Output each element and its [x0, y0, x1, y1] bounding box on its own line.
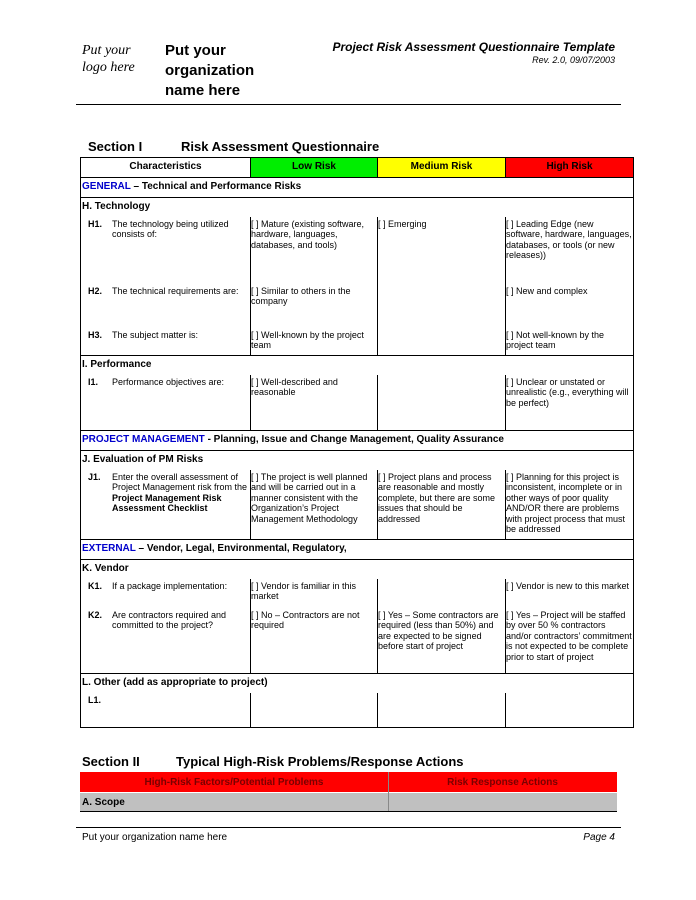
- section1-label: Section I: [88, 139, 143, 154]
- medium-risk-option: [378, 375, 505, 377]
- subsection-row: [81, 451, 634, 470]
- low-risk-option[interactable]: [ ] Mature (existing software, hardware, languages, databases, and tools): [251, 218, 365, 250]
- question-row: [81, 375, 634, 431]
- subsection-row: [81, 198, 634, 217]
- category-keyword: PROJECT MANAGEMENT: [82, 434, 205, 446]
- subsection-title: J. Evaluation of PM Risks: [81, 451, 634, 470]
- question-row: [81, 328, 634, 356]
- section1-title: Risk Assessment Questionnaire: [181, 139, 380, 154]
- organization-name: Put your organization name here: [165, 42, 255, 99]
- footer-divider: [76, 827, 621, 828]
- header-divider: [76, 104, 621, 105]
- subsection-title: H. Technology: [81, 198, 634, 217]
- section2-title: Typical High-Risk Problems/Response Actions: [176, 754, 464, 769]
- risk-assessment-table: [80, 157, 634, 728]
- category-row-external: [81, 540, 634, 560]
- medium-risk-option: [378, 328, 505, 330]
- question-text: The technology being utilized consists of:: [112, 218, 229, 239]
- high-risk-option[interactable]: [ ] Yes – Project will be staffed by over 50 % contractors and/or contractors’ commitment is not expected to be complete prior to start of project: [506, 609, 632, 662]
- high-risk-option[interactable]: [ ] Unclear or unstated or unrealistic (e.g., everything will be perfect): [506, 376, 629, 408]
- low-risk-option[interactable]: [ ] No – Contractors are not required: [251, 609, 360, 630]
- category-description: – Technical and Performance Risks: [130, 181, 302, 193]
- document-title: Project Risk Assessment Questionnaire Template: [332, 40, 615, 54]
- subsection-title: K. Vendor: [81, 560, 634, 579]
- section2-label: Section II: [82, 754, 140, 769]
- subsection-row: [81, 356, 634, 375]
- high-risk-option[interactable]: [ ] New and complex: [506, 285, 588, 296]
- low-risk-option[interactable]: [ ] Well-described and reasonable: [251, 376, 338, 397]
- question-id: L1.: [88, 694, 102, 705]
- question-text: Enter the overall assessment of Project Management risk from the: [112, 471, 248, 492]
- category-row-general: [81, 178, 634, 198]
- subsection-row: [81, 674, 634, 693]
- response-actions-table: [80, 772, 617, 812]
- medium-risk-option[interactable]: [ ] Project plans and process are reasonable and mostly complete, but there are some issues that should be addressed: [378, 471, 496, 524]
- medium-risk-option: [378, 284, 505, 286]
- column-divider: [388, 772, 389, 812]
- question-text: If a package implementation:: [112, 580, 228, 591]
- question-text: The subject matter is:: [112, 329, 199, 340]
- question-id: H1.: [88, 218, 103, 229]
- page-number: Page 4: [583, 832, 615, 843]
- low-risk-option[interactable]: [ ] Well-known by the project team: [251, 329, 364, 350]
- question-text-bold: Project Management Risk Assessment Checklist: [112, 492, 222, 513]
- question-id: K2.: [88, 609, 103, 620]
- category-description: - Planning, Issue and Change Management, Quality Assurance: [204, 434, 504, 446]
- logo-placeholder: Put your logo here: [82, 43, 135, 75]
- table-bottom-rule: [80, 811, 617, 812]
- question-id: H3.: [88, 329, 103, 340]
- question-row: [81, 608, 634, 674]
- question-id: K1.: [88, 580, 103, 591]
- question-id: H2.: [88, 285, 103, 296]
- question-row: [81, 693, 634, 728]
- col-low-risk: Low Risk: [251, 158, 378, 178]
- medium-risk-option[interactable]: [ ] Yes – Some contractors are required (less than 50%) and are expected to be signed before start of project: [378, 609, 499, 651]
- row-label-scope: A. Scope: [82, 797, 125, 808]
- col-characteristics: Characteristics: [81, 158, 251, 178]
- col-response-actions: Risk Response Actions: [447, 776, 558, 788]
- question-row: [81, 284, 634, 328]
- col-medium-risk: Medium Risk: [378, 158, 506, 178]
- question-id: J1.: [88, 471, 101, 482]
- category-description: – Vendor, Legal, Environmental, Regulatory,: [135, 543, 347, 555]
- category-row-project-management: [81, 431, 634, 451]
- footer-organization: Put your organization name here: [82, 832, 228, 843]
- high-risk-option[interactable]: [ ] Planning for this project is inconsistent, incomplete or in other ways of poor quality AND/OR there are problems with project process that must be addressed: [506, 471, 626, 534]
- question-text: Performance objectives are:: [112, 376, 225, 387]
- low-risk-option[interactable]: [ ] Similar to others in the company: [251, 285, 351, 306]
- low-risk-option[interactable]: [ ] Vendor is familiar in this market: [251, 580, 357, 601]
- category-keyword: GENERAL: [82, 181, 131, 193]
- col-risk-factors: High-Risk Factors/Potential Problems: [144, 776, 324, 788]
- question-row: [81, 217, 634, 284]
- question-text: The technical requirements are:: [112, 285, 239, 296]
- response-table-header: [80, 772, 617, 792]
- table-header-row: [81, 158, 634, 178]
- question-row: [81, 470, 634, 540]
- high-risk-option[interactable]: [ ] Vendor is new to this market: [506, 580, 630, 591]
- col-high-risk: High Risk: [506, 158, 634, 178]
- medium-risk-option[interactable]: [ ] Emerging: [378, 218, 427, 229]
- question-row: [81, 579, 634, 608]
- section2-heading: [82, 754, 502, 770]
- question-text: Are contractors required and committed to the project?: [112, 609, 227, 630]
- medium-risk-option: [378, 579, 505, 581]
- high-risk-option[interactable]: [ ] Not well-known by the project team: [506, 329, 605, 350]
- document-revision: Rev. 2.0, 09/07/2003: [532, 55, 615, 65]
- subsection-title: L. Other (add as appropriate to project): [81, 674, 634, 693]
- category-keyword: EXTERNAL: [82, 543, 136, 555]
- high-risk-option[interactable]: [ ] Leading Edge (new software, hardware, languages, databases, or tools (or new releases)): [506, 218, 632, 260]
- subsection-row: [81, 560, 634, 579]
- response-table-row: [80, 792, 617, 812]
- section1-heading: [88, 139, 488, 155]
- subsection-title: I. Performance: [81, 356, 634, 375]
- low-risk-option[interactable]: [ ] The project is well planned and will be carried out in a manner consistent with the Organization’s Project Management Methodology: [251, 471, 368, 524]
- question-id: I1.: [88, 376, 99, 387]
